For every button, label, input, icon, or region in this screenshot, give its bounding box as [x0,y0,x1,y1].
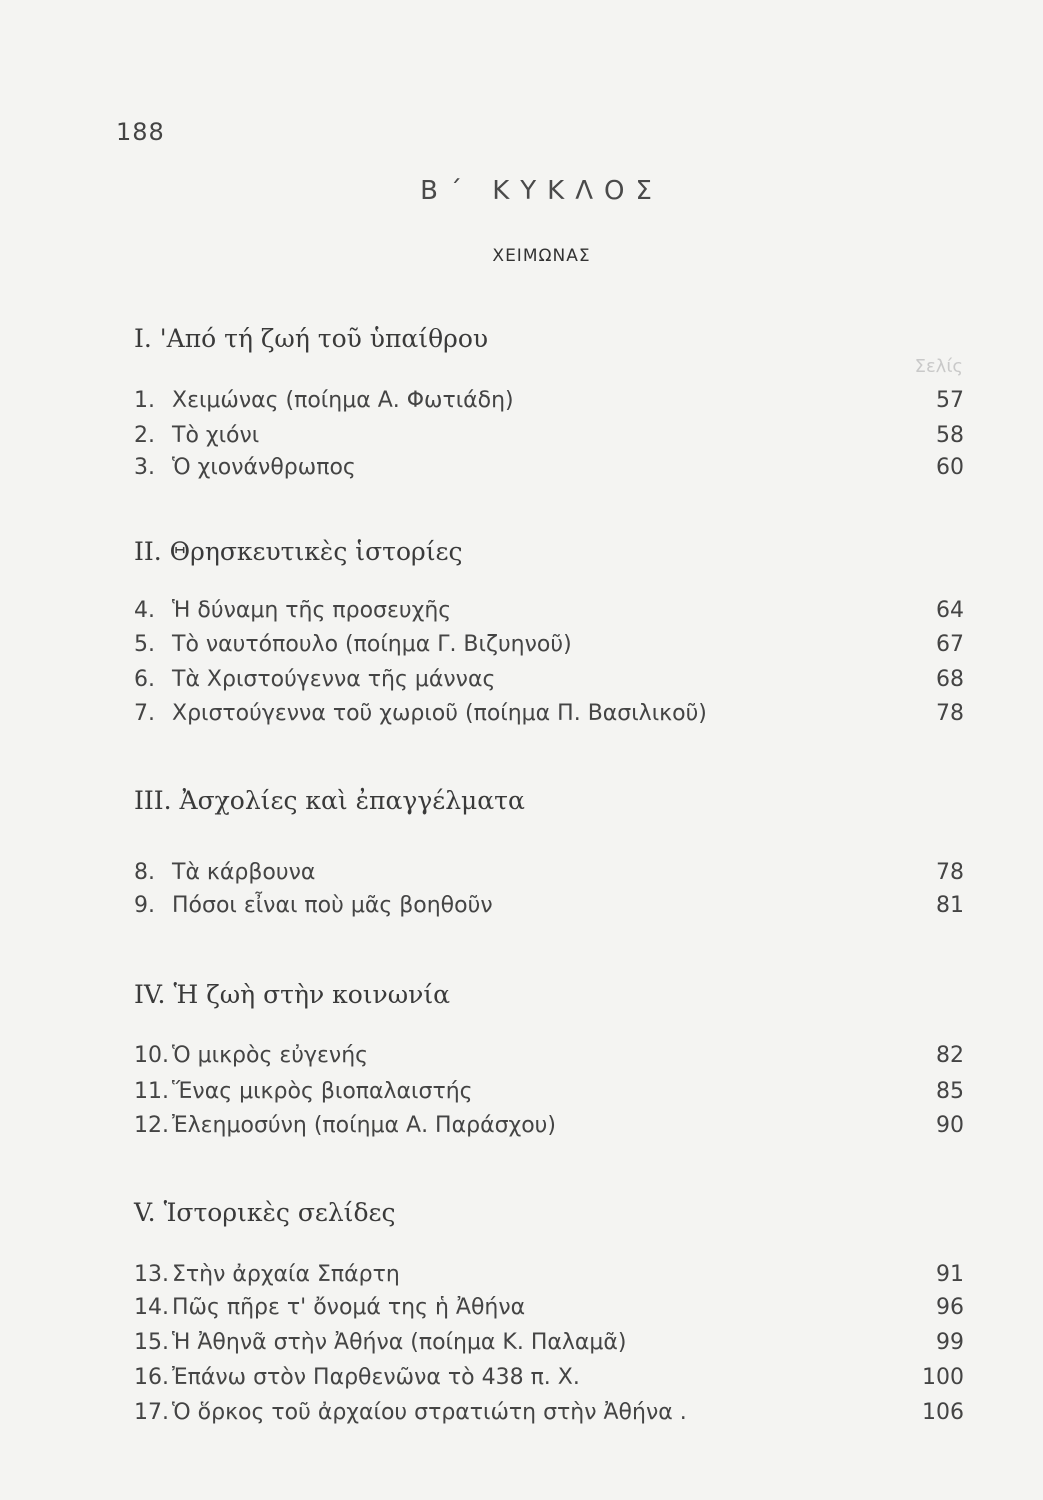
entry-title: Ἡ Ἀθηνᾶ στὴν Ἀθήνα (ποίημα Κ. Παλαμᾶ) [172,1330,627,1355]
entry-number: 2. [134,423,155,448]
entry-number: 3. [134,455,155,480]
toc-entry [134,1262,964,1292]
section-heading: IV. Ἡ ζωὴ στὴν κοινωνία [134,980,451,1009]
entry-page: 64 [936,598,964,623]
toc-entry [134,701,964,731]
entry-number: 17. [134,1400,169,1425]
toc-entry [134,1330,964,1360]
entry-title: Ὁ χιονάνθρωπος [172,455,356,480]
entry-title: Τὰ Χριστούγεννα τῆς μάννας [172,667,496,692]
entry-title: Ὁ μικρὸς εὐγενής [172,1043,369,1068]
entry-number: 1. [134,388,155,413]
season-title: ΧΕΙΜΩΝΑΣ [492,246,591,266]
entry-page: 60 [936,455,964,480]
entry-title: Χειμώνας (ποίημα Α. Φωτιάδη) [172,388,514,413]
entry-page: 78 [936,860,964,885]
entry-number: 11. [134,1079,169,1104]
entry-title: Πῶς πῆρε τ' ὄνομά της ἡ Ἀθήνα [172,1295,526,1320]
entry-page: 58 [936,423,964,448]
section-heading: ΙΙ. Θρησκευτικὲς ἱστορίες [134,537,463,566]
entry-title: Ἐλεημοσύνη (ποίημα Α. Παράσχου) [172,1113,556,1138]
section-heading: ΙΙΙ. Ἀσχολίες καὶ ἐπαγγέλματα [134,786,525,815]
entry-number: 15. [134,1330,169,1355]
entry-page: 91 [936,1262,964,1287]
entry-title: Ὁ ὅρκος τοῦ ἀρχαίου στρατιώτη στὴν Ἀθήνα . [172,1400,687,1425]
entry-number: 7. [134,701,155,726]
entry-title: Χριστούγεννα τοῦ χωριοῦ (ποίημα Π. Βασιλικοῦ) [172,701,707,726]
entry-title: Ἐπάνω στὸν Παρθενῶνα τὸ 438 π. Χ. [172,1365,580,1390]
entry-title: Στὴν ἀρχαία Σπάρτη [172,1262,400,1287]
entry-page: 78 [936,701,964,726]
entry-page: 85 [936,1079,964,1104]
toc-entry [134,1079,964,1109]
entry-number: 16. [134,1365,169,1390]
entry-number: 14. [134,1295,169,1320]
cycle-title: Β΄ ΚΥΚΛΟΣ [420,176,663,206]
toc-entry [134,598,964,628]
entry-page: 67 [936,632,964,657]
entry-page: 96 [936,1295,964,1320]
toc-entry [134,667,964,697]
page-column-header: Σελίς [914,356,963,377]
entry-page: 106 [922,1400,964,1425]
toc-entry [134,632,964,662]
entry-title: Ἡ δύναμη τῆς προσευχῆς [172,598,452,623]
entry-title: Τὰ κάρβουνα [172,860,316,885]
entry-page: 81 [936,893,964,918]
entry-page: 90 [936,1113,964,1138]
toc-entry [134,1400,964,1430]
toc-entry [134,1043,964,1073]
entry-title: Πόσοι εἶναι ποὺ μᾶς βοηθοῦν [172,893,493,918]
toc-entry [134,1295,964,1325]
entry-page: 100 [922,1365,964,1390]
toc-entry [134,388,964,418]
entry-number: 9. [134,893,155,918]
toc-entry [134,1365,964,1395]
entry-title: Ἕνας μικρὸς βιοπαλαιστής [172,1079,473,1104]
entry-number: 10. [134,1043,169,1068]
page-number: 188 [116,118,165,146]
toc-entry [134,1113,964,1143]
entry-number: 8. [134,860,155,885]
entry-title: Τὸ ναυτόπουλο (ποίημα Γ. Βιζυηνοῦ) [172,632,572,657]
section-heading: V. Ἱστορικὲς σελίδες [134,1198,396,1227]
toc-entry [134,893,964,923]
section-heading: Ι. 'Από τή ζωή τοῦ ὑπαίθρου [134,324,489,353]
entry-number: 4. [134,598,155,623]
toc-entry [134,423,964,453]
entry-title: Τὸ χιόνι [172,423,260,448]
entry-number: 6. [134,667,155,692]
entry-number: 5. [134,632,155,657]
entry-number: 12. [134,1113,169,1138]
entry-page: 68 [936,667,964,692]
toc-entry [134,455,964,485]
entry-page: 57 [936,388,964,413]
toc-entry [134,860,964,890]
entry-page: 82 [936,1043,964,1068]
entry-page: 99 [936,1330,964,1355]
entry-number: 13. [134,1262,169,1287]
